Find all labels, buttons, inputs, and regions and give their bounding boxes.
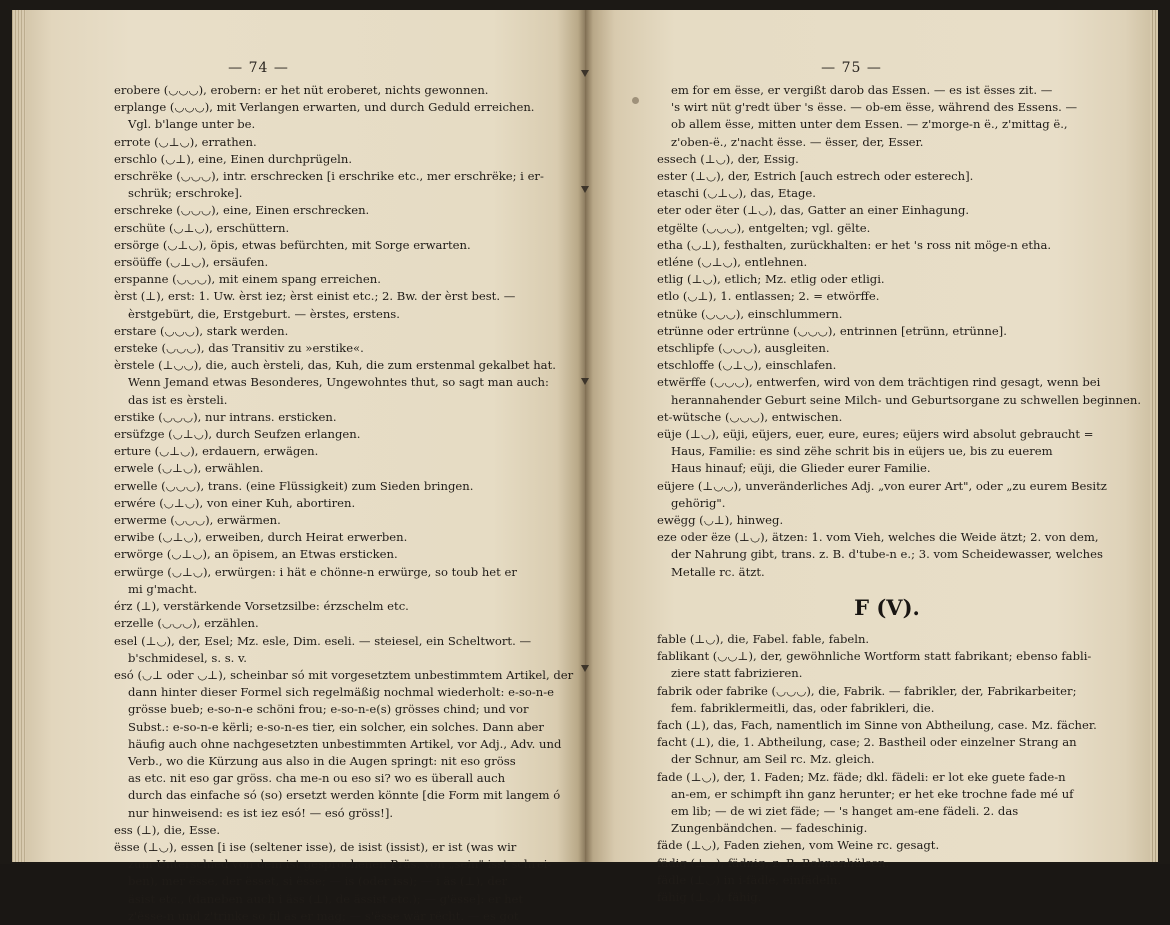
entry-continuation-line: gehörig". — [671, 495, 726, 510]
dictionary-entry-line: etaschi (◡⊥◡), das, Etage. — [657, 186, 816, 201]
dictionary-entry-line: erwerme (◡◡◡), erwärmen. — [114, 513, 281, 528]
entry-continuation-line: schrük; erschroke]. — [128, 186, 243, 201]
dictionary-entry-line: erplange (◡◡◡), mit Verlangen erwarten, und durch Geduld erreichen. — [114, 100, 535, 115]
dictionary-entry-line: fähig (⊥◡), fähig. — [657, 889, 762, 904]
entry-continuation-line: as etc. nit eso gar gröss. cha me-n ou eso si? wo es überall auch — [128, 771, 506, 786]
entry-continuation-line: b'schmidesel, s. s. v. — [128, 650, 247, 665]
dictionary-entry-line: erwibe (◡⊥◡), erweiben, durch Heirat erwerben. — [114, 530, 408, 545]
dictionary-entry-line: esel (⊥◡), der, Esel; Mz. esle, Dim. eseli. — steiesel, ein Scheltwort. — — [114, 633, 532, 648]
binding-thread-mark — [581, 665, 589, 673]
dictionary-entry-line: ersteke (◡◡◡), das Transitiv zu »erstike«. — [114, 341, 364, 356]
entry-continuation-line: z'ësse-n und z'trinke so fil as er mag; — s'ësse wär rëcht. — es got — [128, 908, 519, 923]
dictionary-entry-line: erzelle (◡◡◡), erzählen. — [114, 616, 259, 631]
entry-continuation-line: Wenn Jemand etwas Besonderes, Ungewohntes thut, so sagt man auch: — [128, 375, 549, 390]
dictionary-column — [657, 82, 1142, 906]
dictionary-entry-line: facht (⊥), die, 1. Abtheilung, case; 2. Bastheil oder einzelner Strang an — [657, 735, 1077, 750]
dictionary-entry-line: ersüfzge (◡⊥◡), durch Seufzen erlangen. — [114, 427, 361, 442]
dictionary-entry-line: èrst (⊥), erst: 1. Uw. èrst iez; èrst einist etc.; 2. Bw. der èrst best. — — [114, 289, 516, 304]
entry-continuation-line: em lib; — de wi ziet fäde; — 's hanget am-ene fädeli. 2. das — [671, 803, 1019, 818]
dictionary-entry-line: eze oder ëze (⊥◡), ätzen: 1. vom Vieh, welches die Weide ätzt; 2. von dem, — [657, 530, 1099, 545]
dictionary-entry-line: etschlipfe (◡◡◡), ausgleiten. — [657, 341, 830, 356]
dictionary-entry-line: eüje (⊥◡), eüji, eüjers, euer, eure, eures; eüjers wird absolut gebraucht = — [657, 427, 1094, 442]
dictionary-entry-line: erwelle (◡◡◡), trans. (eine Flüssigkeit) zum Sieden bringen. — [114, 478, 474, 493]
ink-spot — [632, 97, 639, 104]
dictionary-entry-line: ester (⊥◡), der, Estrich [auch estrech oder esterech]. — [657, 169, 974, 184]
dictionary-entry-line: érz (⊥), verstärkende Vorsetzsilbe: érzschelm etc. — [114, 599, 409, 614]
left-page — [12, 10, 585, 923]
entry-continuation-line: durch das einfache só (so) ersetzt werden könnte [die Form mit langem ó — [128, 788, 561, 803]
dictionary-entry-line: erwére (◡⊥◡), von einer Kuh, abortiren. — [114, 495, 356, 510]
dictionary-entry-line: erwörge (◡⊥◡), an öpisem, an Etwas ersticken. — [114, 547, 398, 562]
dictionary-entry-line: essech (⊥◡), der, Essig. — [657, 151, 799, 166]
dictionary-entry-line: erspanne (◡◡◡), mit einem spang erreichen. — [114, 272, 381, 287]
entry-continuation-line: Vgl. b'lange unter be. — [128, 117, 256, 132]
entry-continuation-line: ben), mer ësse, der ësset, si ësse; — is (oder iss); — i äs (⊥), der — [128, 874, 508, 889]
dictionary-entry-line: erschreke (◡◡◡), eine, Einen erschrecken. — [114, 203, 370, 218]
entry-continuation-line: Verb., wo die Kürzung aus also in die Augen springt: nit eso gröss — [128, 753, 516, 768]
right-page — [585, 10, 1158, 904]
dictionary-entry-line: etrünne oder ertrünne (◡◡◡), entrinnen [etrünn, etrünne]. — [657, 323, 1007, 338]
entry-continuation-line: äsist etc., (daneben auch i äss (⊥), de ässist etc.); — g'ësse]: er het — [128, 891, 524, 906]
dictionary-entry-line: erstare (◡◡◡), stark werden. — [114, 323, 289, 338]
dictionary-entry-line: etha (◡⊥), festhalten, zurückhalten: er het 's ross nit möge-n etha. — [657, 237, 1052, 252]
binding-thread-mark — [581, 186, 589, 194]
entry-continuation-line: Metalle rc. ätzt. — [671, 564, 765, 579]
entries-after-heading — [657, 631, 1117, 906]
dictionary-entry-line: etlo (◡⊥), 1. entlassen; 2. = etwörffe. — [657, 289, 880, 304]
entry-continuation-line: èrstgebürt, die, Erstgeburt. — èrstes, erstens. — [128, 306, 400, 321]
dictionary-entry-line: fach (⊥), das, Fach, namentlich im Sinne von Abtheilung, case. Mz. fächer. — [657, 717, 1097, 732]
dictionary-entry-line: ess (⊥), die, Esse. — [114, 822, 221, 837]
dictionary-entry-line: erture (◡⊥◡), erdauern, erwägen. — [114, 444, 319, 459]
page-number: — 74 — — [228, 60, 289, 76]
page-number: — 75 — — [821, 60, 882, 76]
entry-continuation-line: zum Unterschied von dem ist gesprochenen Präs. von „sein" isst schrei- — [128, 857, 552, 872]
entry-continuation-line: häufig auch ohne nachgesetzten unbestimmten Artikel, vor Adj., Adv. und — [128, 736, 562, 751]
open-book — [12, 10, 1158, 923]
dictionary-entry-line: fädig (⊥◡), fädnig, z. B. Bohnenhülsen. — [657, 855, 890, 870]
entry-continuation-line: nur hinweisend: es ist iez esó! — esó gröss!]. — [128, 805, 394, 820]
entry-continuation-line: Subst.: e-so-n-e kërli; e-so-n-es tier, ein solcher, ein solches. Dann aber — [128, 719, 544, 734]
dictionary-entry-line: fäde (⊥◡), Faden ziehen, vom Weine rc. gesagt. — [657, 838, 940, 853]
page-stack-edge — [12, 10, 26, 862]
entry-continuation-line: Zungenbändchen. — fadeschinig. — [671, 821, 868, 836]
section-heading: F (V). — [854, 594, 920, 620]
dictionary-entry-line: etléne (◡⊥◡), entlehnen. — [657, 255, 808, 270]
dictionary-entry-line: ewëgg (◡⊥), hinweg. — [657, 513, 784, 528]
entry-continuation-line: der Nahrung gibt, trans. z. B. d'tube-n e.; 3. vom Scheidewasser, welches — [671, 547, 1103, 562]
dictionary-entry-line: fade (⊥◡), der, 1. Faden; Mz. fäde; dkl. fädeli: er lot eke guete fade-n — [657, 769, 1066, 784]
dictionary-entry-line: fablikant (◡◡⊥), der, gewöhnliche Wortform statt fabrikant; ebenso fabli- — [657, 649, 1092, 664]
entry-continuation-line: der Schnur, am Seil rc. Mz. gleich. — [671, 752, 875, 767]
entry-continuation-line: das ist es èrsteli. — [128, 392, 228, 407]
entries-before-heading — [657, 82, 1142, 581]
dictionary-entry-line: errote (◡⊥◡), errathen. — [114, 134, 257, 149]
dictionary-entry-line: etwërffe (◡◡◡), entwerfen, wird von dem trächtigen rind gesagt, wenn bei — [657, 375, 1101, 390]
entry-continuation-line: an-em, er schimpft ihn ganz herunter; er het eke trochne fade mé uf — [671, 786, 1074, 801]
dictionary-entry-line: fabrik oder fabrike (◡◡◡), die, Fabrik. — fabrikler, der, Fabrikarbeiter; — [657, 683, 1077, 698]
dictionary-entry-line: eüjere (⊥◡◡), unveränderliches Adj. „von eurer Art", oder „zu eurem Besitz — [657, 478, 1107, 493]
page-stack-edge — [1150, 10, 1158, 862]
entry-continuation-line: mi g'macht. — [128, 581, 198, 596]
dictionary-entry-line: erobere (◡◡◡), erobern: er het nüt eroberet, nichts gewonnen. — [114, 83, 489, 97]
binding-thread-mark — [581, 70, 589, 78]
entry-continuation-line: ziere statt fabrizieren. — [671, 666, 803, 681]
entry-continuation-line: z'oben-ë., z'nacht ësse. — ësser, der, Esser. — [671, 134, 924, 149]
entry-continuation-line: em for em ësse, er vergißt darob das Essen. — es ist ësses zit. — — [671, 83, 1053, 97]
entry-continuation-line: herannahender Geburt seine Milch- und Geburtsorgane zu schwellen beginnen. — [671, 392, 1142, 407]
entry-continuation-line: 's wirt nüt g'redt über 's ësse. — ob-em ësse, während des Essens. — — [671, 100, 1078, 115]
dictionary-entry-line: ësse (⊥◡), essen [i ise (seltener isse), de isist (issist), er ist (was wir — [114, 839, 517, 854]
dictionary-entry-line: èrstele (⊥◡◡), die, auch èrsteli, das, Kuh, die zum erstenmal gekalbet hat. — [114, 358, 556, 373]
dictionary-entry-line: etgëlte (◡◡◡), entgelten; vgl. gëlte. — [657, 220, 871, 235]
dictionary-entry-line: etlig (⊥◡), etlich; Mz. etlig oder etligi. — [657, 272, 885, 287]
entry-continuation-line: dann hinter dieser Formel sich regelmäßig nochmal wiederholt: e-so-n-e — [128, 685, 555, 700]
dictionary-entry-line: erstike (◡◡◡), nur intrans. ersticken. — [114, 409, 337, 424]
entry-continuation-line: Haus hinauf; eüji, die Glieder eurer Familie. — [671, 461, 931, 476]
dictionary-entry-line: esó (◡⊥ oder ◡⊥), scheinbar só mit vorgesetztem unbestimmtem Artikel, der — [114, 667, 574, 682]
dictionary-entry-line: erwürge (◡⊥◡), erwürgen: i hät e chönne-n erwürge, so toub het er — [114, 564, 517, 579]
dictionary-entry-line: eter oder ëter (⊥◡), das, Gatter an einer Einhagung. — [657, 203, 970, 218]
dictionary-entry-line: erschüte (◡⊥◡), erschüttern. — [114, 220, 290, 235]
binding-thread-mark — [581, 378, 589, 386]
dictionary-entry-line: fable (⊥◡), die, Fabel. fable, fabeln. — [657, 631, 870, 646]
dictionary-entry-line: erschrëke (◡◡◡), intr. erschrecken [i erschrike etc., mer erschrëke; i er- — [114, 169, 544, 184]
dictionary-entry-line: fädle (⊥◡) in i-fädle, einfädeln. — [657, 872, 842, 887]
dictionary-column — [114, 82, 574, 925]
entry-continuation-line: ob allem ësse, mitten unter dem Essen. — z'morge-n ë., z'mittag ë., — [671, 117, 1068, 132]
dictionary-entry-line: erwele (◡⊥◡), erwählen. — [114, 461, 264, 476]
entry-continuation-line: Haus, Familie: es sind zëhe schrit bis in eüjers ue, bis zu euerem — [671, 444, 1053, 459]
dictionary-entry-line: erschlo (◡⊥), eine, Einen durchprügeln. — [114, 151, 353, 166]
entry-continuation-line: grösse bueb; e-so-n-e schöni frou; e-so-n-e(s) grösses chind; und vor — [128, 702, 529, 717]
entry-continuation-line: fem. fabriklermeitli, das, oder fabrikleri, die. — [671, 700, 935, 715]
dictionary-entry-line: etnüke (◡◡◡), einschlummern. — [657, 306, 843, 321]
dictionary-entry-line: ersöüffe (◡⊥◡), ersäufen. — [114, 255, 269, 270]
dictionary-entry-line: etschloffe (◡⊥◡), einschlafen. — [657, 358, 837, 373]
dictionary-entry-line: et-wütsche (◡◡◡), entwischen. — [657, 409, 843, 424]
dictionary-entry-line: ersörge (◡⊥◡), öpis, etwas befürchten, mit Sorge erwarten. — [114, 237, 471, 252]
